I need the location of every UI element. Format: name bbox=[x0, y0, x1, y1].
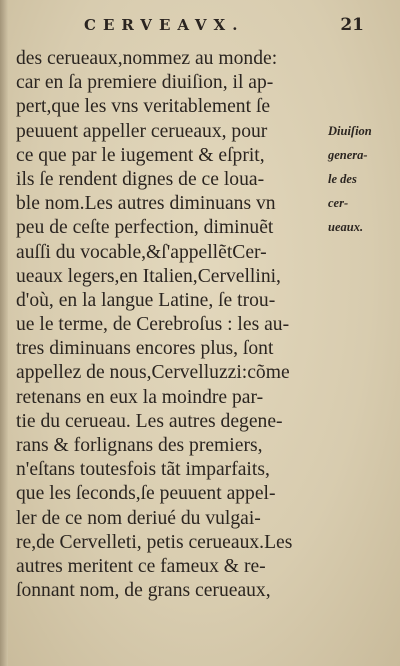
text-line: ce que par le iugement & eſprit, bbox=[16, 144, 265, 166]
marginal-note bbox=[328, 119, 400, 239]
text-line: peu de ceſte perfection, diminuẽt bbox=[16, 217, 274, 239]
page-gutter bbox=[0, 0, 8, 666]
text-line: car en ſa premiere diuiſion, il ap- bbox=[16, 72, 274, 94]
text-line: retenans en eux la moindre par- bbox=[16, 386, 264, 408]
text-line: ble nom.Les autres diminuans vn bbox=[16, 193, 276, 215]
text-line: re,de Cervelleti, petis cerueaux.Les bbox=[16, 531, 293, 553]
text-line: peuuent appeller cerueaux, pour bbox=[16, 120, 268, 142]
text-line: ueaux legers,en Italien,Cervellini, bbox=[16, 265, 281, 287]
margin-note-line: cer- bbox=[328, 196, 349, 210]
page-header bbox=[84, 16, 364, 40]
text-line: ils ſe rendent dignes de ce loua- bbox=[16, 168, 265, 190]
margin-note-line: le des bbox=[328, 172, 357, 186]
text-line: tres diminuans encores plus, ſont bbox=[16, 338, 274, 360]
text-line: n'eſtans toutesfois tãt imparfaits, bbox=[16, 459, 270, 481]
text-line: rans & forlignans des premiers, bbox=[16, 435, 263, 456]
text-line: auſſi du vocable,&ſ'appellẽtCer- bbox=[16, 241, 267, 263]
text-line: autres meritent ce fameux & re- bbox=[16, 555, 266, 577]
text-line: pert,que les vns veritablement ſe bbox=[16, 96, 271, 118]
text-line: que les ſeconds,ſe peuuent appel- bbox=[16, 483, 276, 505]
text-line: ler de ce nom deriué du vulgai- bbox=[16, 507, 261, 529]
margin-note-line: Diuiſion bbox=[328, 124, 372, 138]
main-text-block bbox=[16, 47, 334, 603]
page-number: 21 bbox=[340, 15, 364, 35]
text-line: d'où, en la langue Latine, ſe trou- bbox=[16, 289, 276, 311]
text-line: des cerueaux,nommez au monde: bbox=[16, 48, 278, 69]
text-line: appellez de nous,Cervelluzzi:cõme bbox=[16, 362, 290, 384]
text-line: ue le terme, de Cerebroſus : les au- bbox=[16, 314, 290, 336]
margin-note-line: ueaux. bbox=[328, 220, 364, 234]
text-line: tie du cerueau. Les autres degene- bbox=[16, 410, 283, 432]
margin-note-line: genera- bbox=[328, 148, 368, 162]
running-head: CERVEAVX. bbox=[84, 16, 245, 34]
text-line: ſonnant nom, de grans cerueaux, bbox=[16, 580, 271, 602]
